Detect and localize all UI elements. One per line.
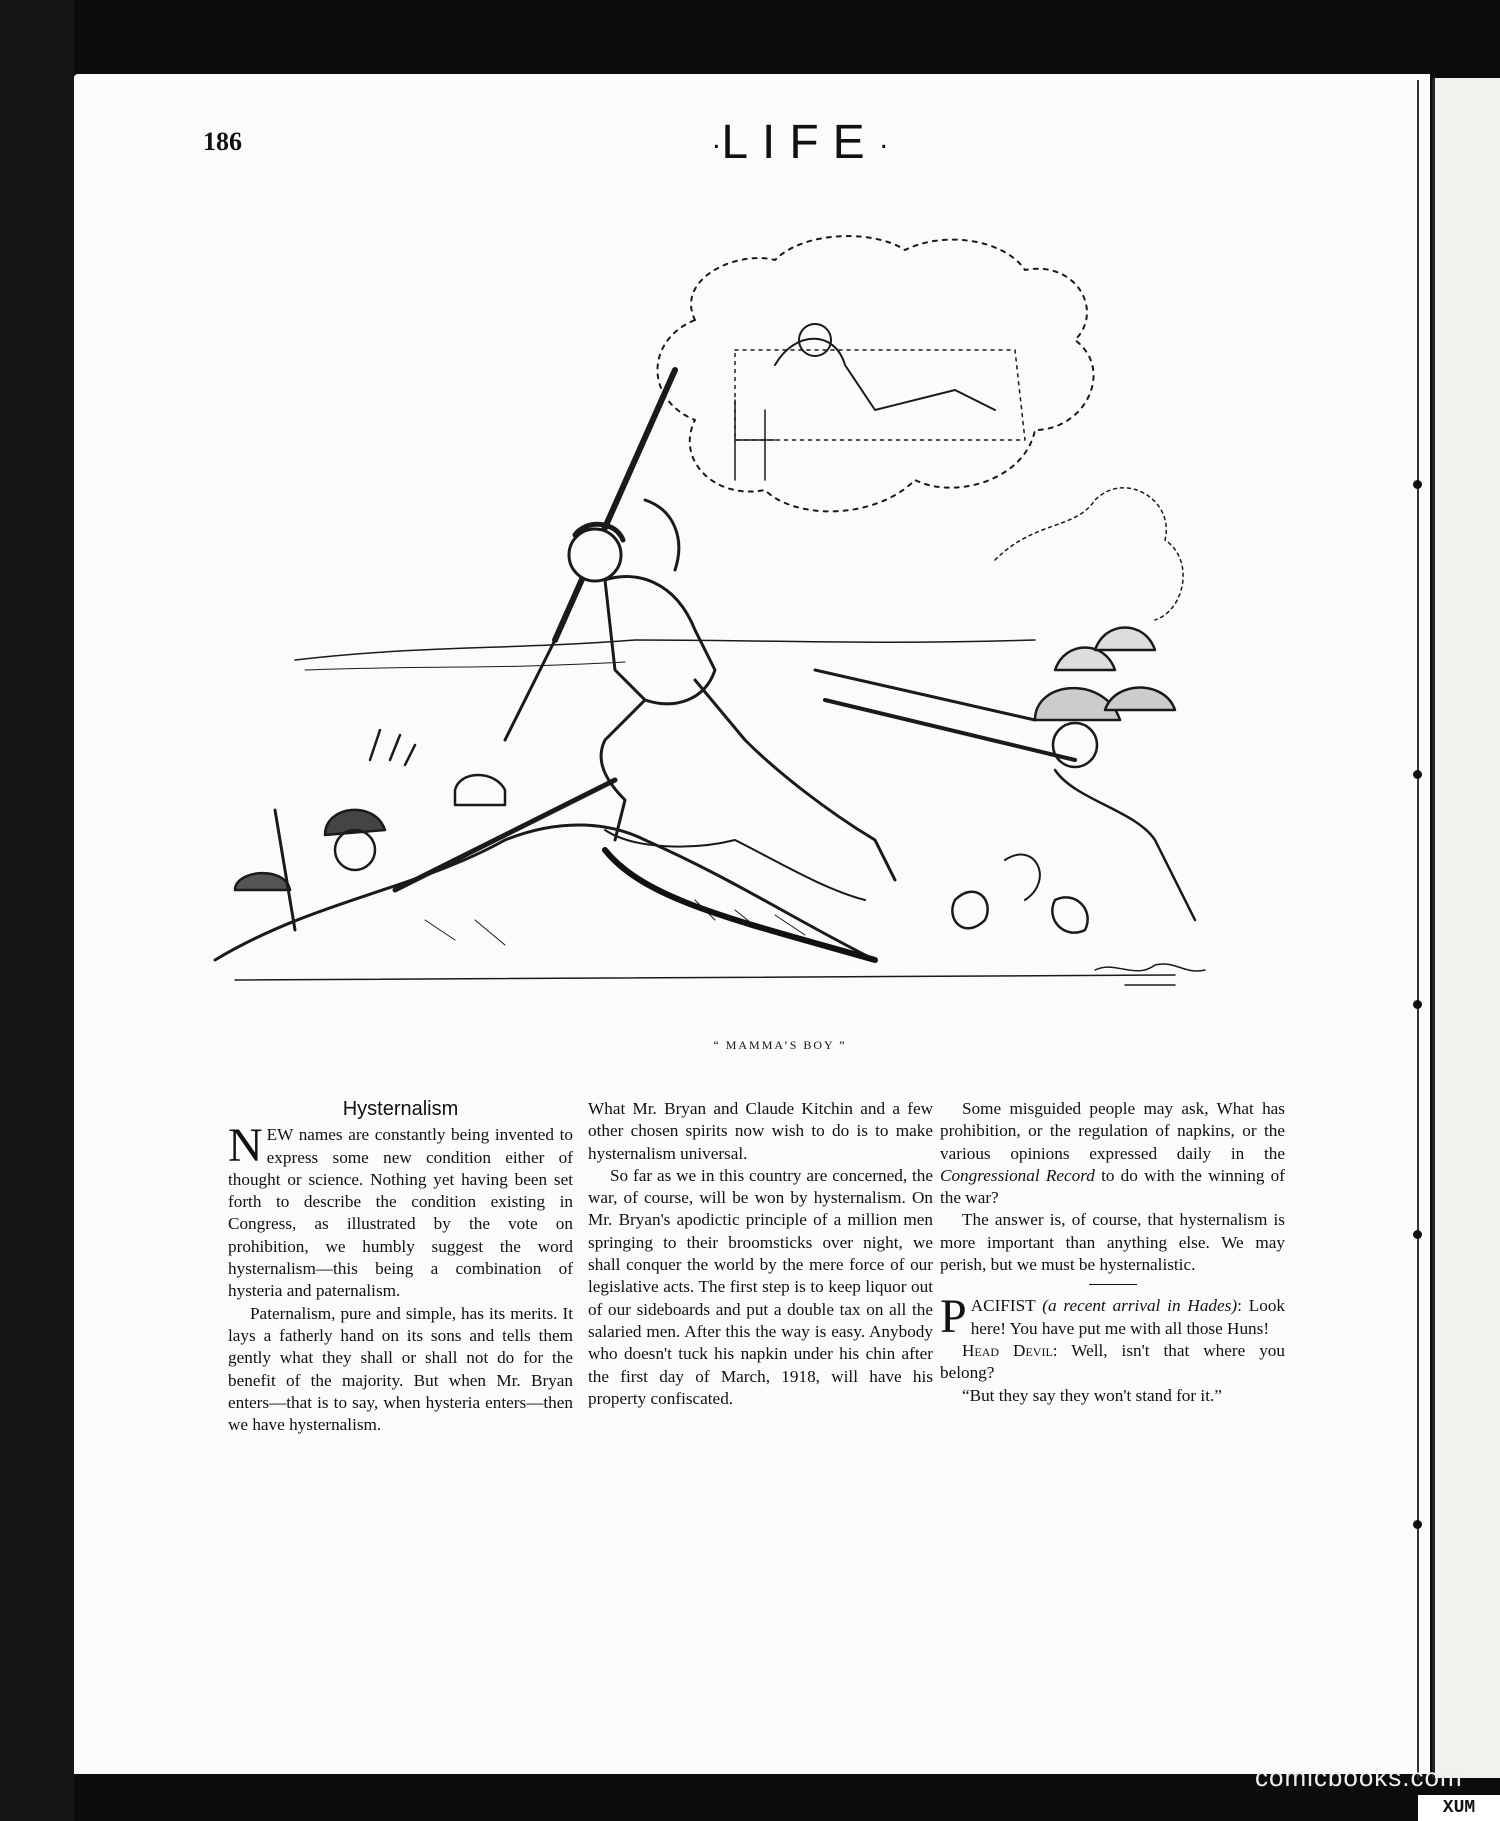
next-page-edge — [1432, 78, 1500, 1778]
article-paragraph: What Mr. Bryan and Claude Kitchin and a few other chosen spirits now wish to do is to make hysternalism universal. — [588, 1099, 933, 1163]
section-divider — [1089, 1284, 1137, 1285]
paragraph-text: to do with the winning of the war? — [940, 1165, 1285, 1208]
dialogue-paragraph: “But they say they won't stand for it.” — [962, 1385, 1222, 1405]
article-title: Hysternalism — [342, 1098, 459, 1120]
speaker-name: ACIFIST — [970, 1296, 1036, 1316]
dropcap: P — [940, 1290, 967, 1344]
article-paragraph — [228, 1119, 573, 1302]
article-paragraph: Paternalism, pure and simple, has its merits. It lays a fatherly hand on its sons and tells them gently what they shall or shall not do for the benefit of the majority. But when Mr. Bryan enters—that is to say, when hysteria enters—then we have hysternalism. — [228, 1303, 573, 1435]
speaker-name: Head Devil — [962, 1340, 1053, 1360]
article-paragraph: The answer is, of course, that hysternalism is more important than anything else. We may perish, but we must be hysternalistic. — [940, 1210, 1285, 1275]
enemy-soldiers — [235, 730, 615, 930]
article-column-2 — [588, 1098, 933, 1410]
scan-border — [0, 0, 74, 1821]
masthead-dot-right: · — [878, 128, 889, 162]
dialogue-line: : Look here! You have put me with all those Huns! — [970, 1296, 1286, 1338]
central-soldier — [505, 370, 895, 900]
watermark-tag: XUM — [1418, 1795, 1500, 1821]
masthead-title: LIFE — [721, 116, 879, 169]
masthead — [600, 115, 1000, 170]
trench-hill — [215, 825, 875, 960]
article-paragraph: So far as we in this country are concerned, the war, of course, will be won by hysternalism. On Mr. Bryan's apodictic principle of a million men springing to their broomsticks over night, we shall conquer the world by the mere force of our legislative acts. The first step is to keep liquor out of our sideboards and put a double tax on all the salaried men. After this the way is easy. Anybody who doesn't tuck his napkin under his chin after the first day of March, 1918, will have his property confiscated. — [588, 1165, 933, 1408]
dialogue-paragraph — [940, 1290, 1286, 1344]
dialogue-line: : Well, isn't that where you belong? — [940, 1340, 1285, 1383]
article-paragraph — [940, 1098, 1285, 1209]
masthead-dot-left: · — [711, 128, 722, 162]
dialogue-paragraph — [940, 1340, 1285, 1385]
article-column-1 — [228, 1098, 573, 1436]
page-number: 186 — [203, 127, 242, 156]
binding-edge — [1417, 80, 1429, 1780]
cartoon-illustration — [175, 200, 1325, 1030]
paragraph-text: Some misguided people may ask, What has prohibition, or the regulation of napkins, or the various opinions expressed daily in the — [940, 1099, 1285, 1163]
watermark-site: comicbooks.com — [1255, 1762, 1463, 1792]
dropcap: N — [228, 1119, 263, 1173]
italic-text: Congressional Record — [940, 1165, 1095, 1185]
dream-cloud — [658, 236, 1094, 511]
article-column-3 — [940, 1098, 1285, 1407]
illustration-caption: “ MAMMA’S BOY ” — [713, 1038, 847, 1052]
allied-soldiers — [815, 628, 1195, 933]
paragraph-text: EW names are constantly being invented to express some new condition either of thought or science. Nothing yet having been set forth to describe the condition existing in Congress, as illustrated by the vote on prohibition, we humbly suggest the word hysternalism—this being a combination of hysteria and paternalism. — [228, 1125, 573, 1301]
stage-note: (a recent arrival in Hades) — [1042, 1296, 1238, 1316]
